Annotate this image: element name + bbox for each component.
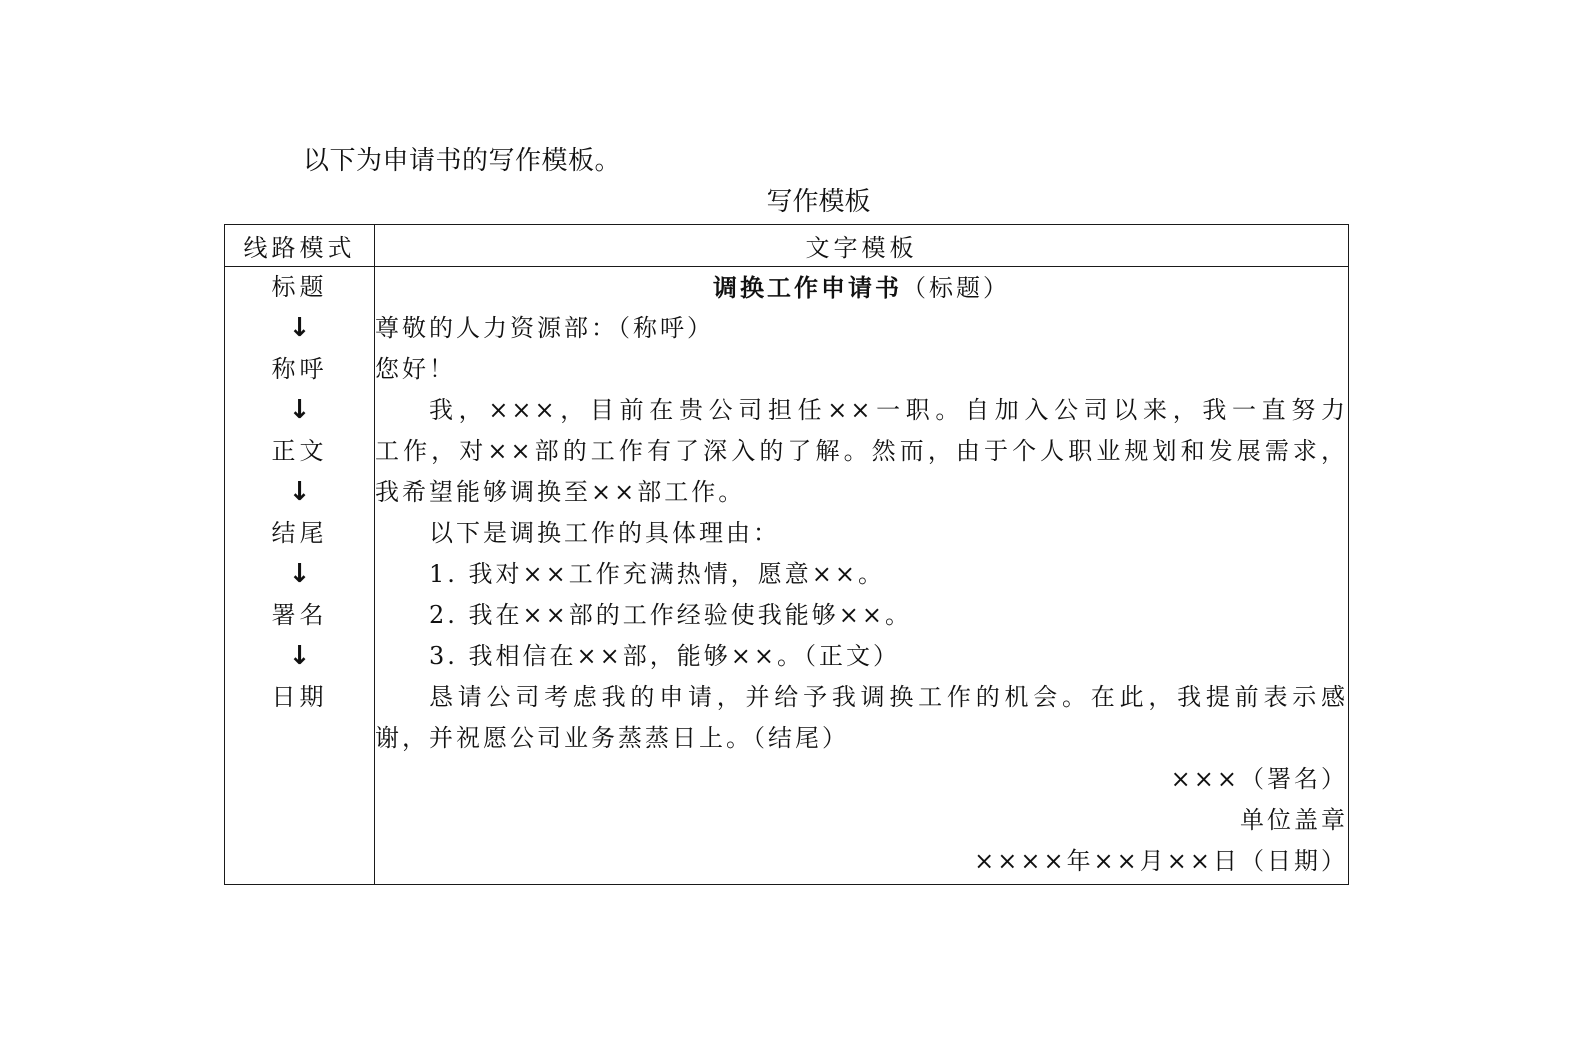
table-body-row — [225, 267, 1349, 885]
letter-title-main: 调换工作申请书 — [713, 273, 902, 302]
letter-title-note: （标题） — [902, 274, 1010, 302]
down-arrow-icon: ↓ — [288, 641, 311, 671]
flow-step-signature: 署名 — [271, 601, 328, 629]
letter-paragraph-line: 我希望能够调换至××部工作。 — [375, 478, 746, 506]
header-flow-mode: 线路模式 — [225, 225, 375, 267]
letter-greeting: 您好！ — [375, 355, 456, 383]
writing-template-table — [224, 224, 1349, 885]
letter-signature: ×××（署名） — [1170, 765, 1348, 793]
letter-date: ××××年××月××日（日期） — [974, 847, 1348, 875]
table-header-row — [225, 225, 1349, 267]
letter-reason-item: 3. 我相信在××部，能够××。（正文） — [429, 642, 900, 670]
down-arrow-icon: ↓ — [288, 477, 311, 507]
letter-reason-item: 2. 我在××部的工作经验使我能够××。 — [429, 601, 912, 629]
template-text-column — [375, 267, 1349, 885]
flow-step-body: 正文 — [271, 437, 328, 465]
letter-salutation: 尊敬的人力资源部：（称呼） — [375, 314, 714, 342]
header-text-template: 文字模板 — [375, 225, 1349, 267]
letter-title — [375, 267, 1348, 308]
flow-step-salutation: 称呼 — [271, 355, 328, 383]
flow-column — [225, 267, 375, 885]
down-arrow-icon: ↓ — [288, 313, 311, 343]
table-caption: 写作模板 — [766, 187, 871, 217]
down-arrow-icon: ↓ — [288, 395, 311, 425]
intro-text: 以下为申请书的写作模板。 — [303, 146, 622, 176]
letter-closing-line: 恳请公司考虑我的申请，并给予我调换工作的机会。在此，我提前表示感 — [429, 683, 1348, 711]
flow-step-date: 日期 — [271, 683, 328, 711]
letter-seal: 单位盖章 — [1240, 806, 1348, 834]
letter-paragraph-line: 我，×××，目前在贵公司担任××一职。自加入公司以来，我一直努力 — [429, 396, 1348, 424]
letter-closing-line: 谢，并祝愿公司业务蒸蒸日上。（结尾） — [375, 724, 849, 752]
flow-step-title: 标题 — [271, 273, 328, 301]
flow-step-closing: 结尾 — [271, 519, 328, 547]
letter-reasons-intro: 以下是调换工作的具体理由： — [429, 519, 780, 547]
letter-reason-item: 1. 我对××工作充满热情，愿意××。 — [429, 560, 885, 588]
letter-paragraph-line: 工作，对××部的工作有了深入的了解。然而，由于个人职业规划和发展需求， — [375, 437, 1348, 465]
down-arrow-icon: ↓ — [288, 559, 311, 589]
